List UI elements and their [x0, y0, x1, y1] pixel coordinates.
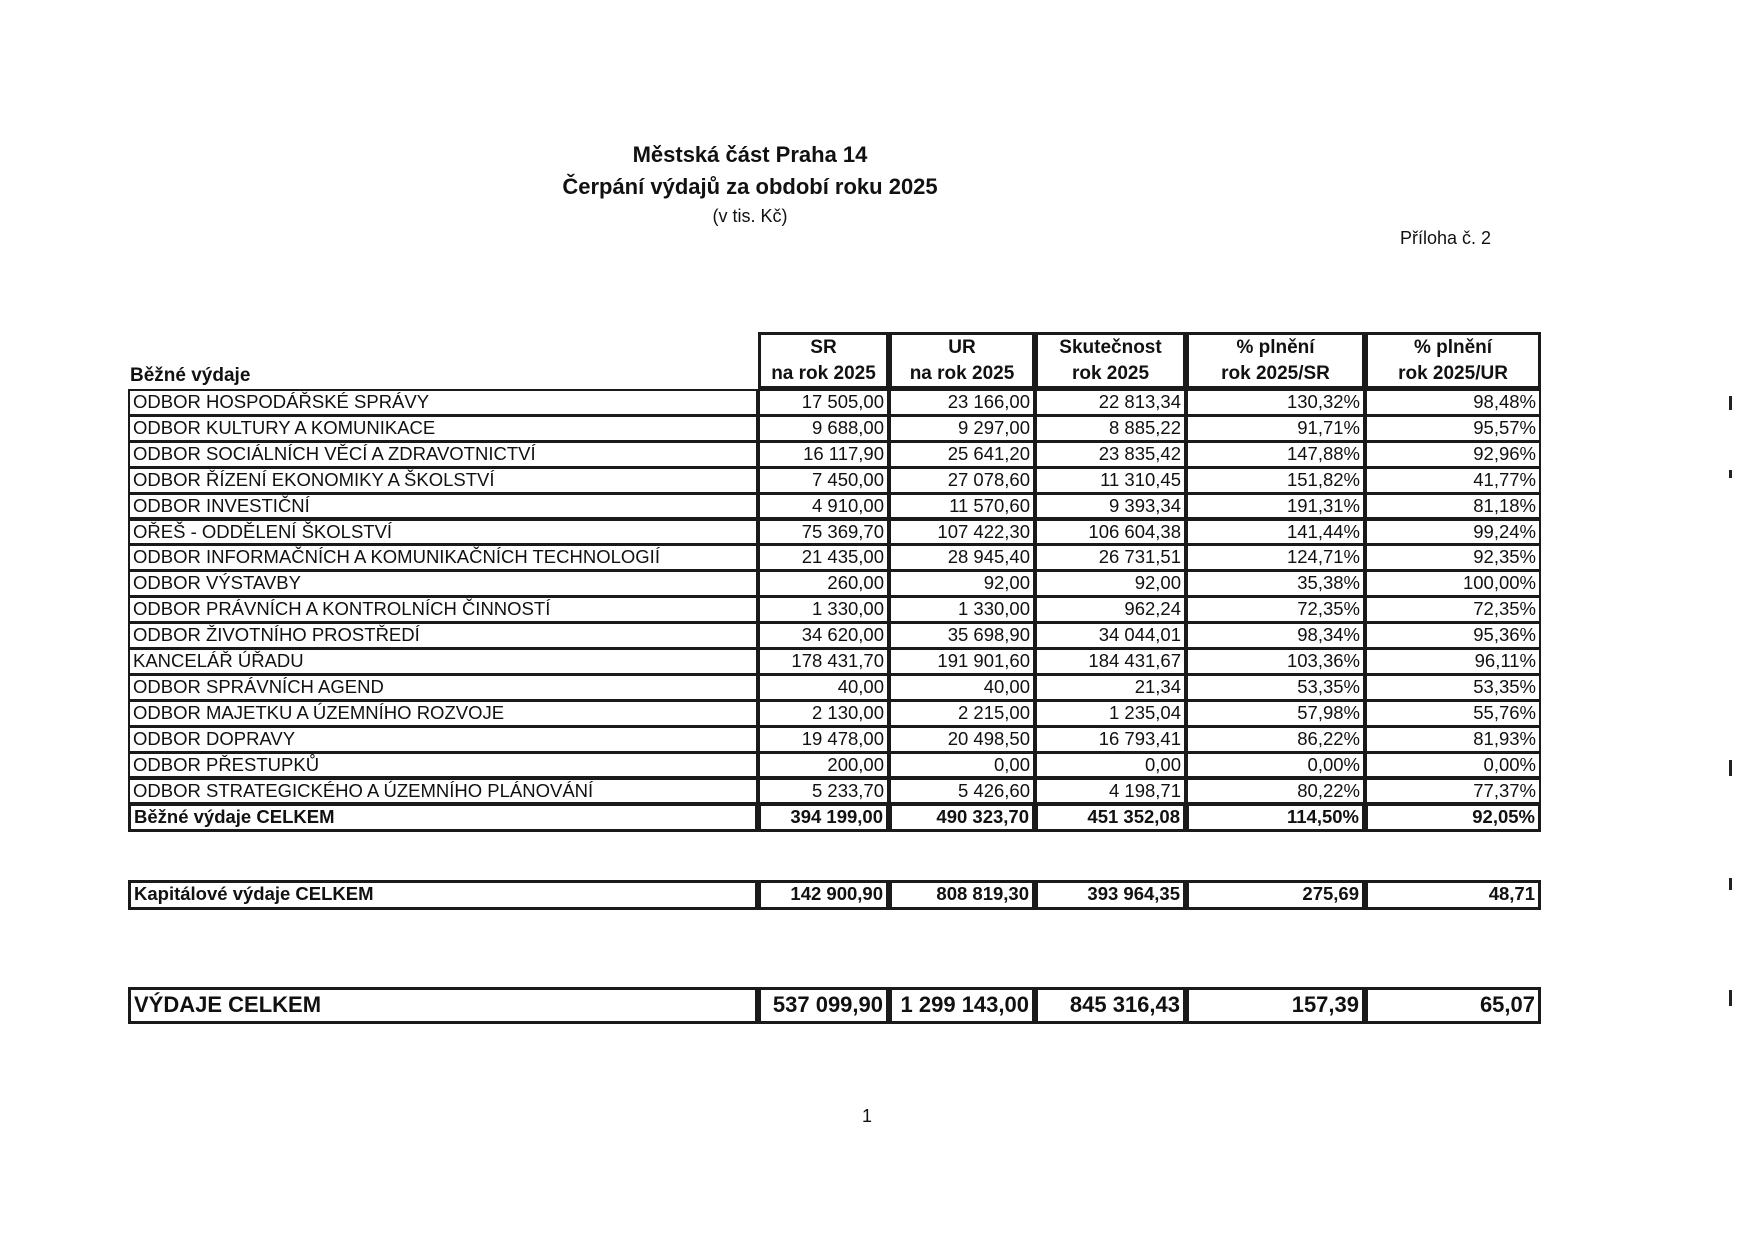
row-value: 34 620,00 — [758, 622, 889, 649]
row-value: 4 910,00 — [758, 493, 889, 520]
row-value: 40,00 — [889, 674, 1035, 701]
row-value: 91,71% — [1186, 415, 1365, 442]
row-value: 53,35% — [1365, 674, 1541, 701]
row-value: 92,00 — [1035, 570, 1186, 597]
row-value: 107 422,30 — [889, 519, 1035, 546]
row-value: 19 478,00 — [758, 726, 889, 753]
row-value: 5 233,70 — [758, 778, 889, 805]
current-total-value: 451 352,08 — [1035, 803, 1186, 832]
grand-total-value: 1 299 143,00 — [889, 987, 1035, 1024]
row-value: 100,00% — [1365, 570, 1541, 597]
row-value: 95,36% — [1365, 622, 1541, 649]
column-header-line: rok 2025/SR — [1221, 362, 1330, 384]
row-value: 0,00% — [1365, 752, 1541, 779]
row-value: 81,18% — [1365, 493, 1541, 520]
row-name: ODBOR STRATEGICKÉHO A ÚZEMNÍHO PLÁNOVÁNÍ — [128, 778, 758, 805]
document-subtitle: Čerpání výdajů za období roku 2025 — [562, 174, 938, 199]
grand-total-value: 537 099,90 — [758, 987, 889, 1024]
row-value: 103,36% — [1186, 648, 1365, 675]
row-value: 21 435,00 — [758, 544, 889, 571]
capital-total-value: 48,71 — [1365, 880, 1541, 910]
row-name: ODBOR KULTURY A KOMUNIKACE — [128, 415, 758, 442]
row-value: 26 731,51 — [1035, 544, 1186, 571]
row-name: ODBOR INFORMAČNÍCH A KOMUNIKAČNÍCH TECHNOLOGIÍ — [128, 544, 758, 571]
row-value: 260,00 — [758, 570, 889, 597]
row-value: 41,77% — [1365, 467, 1541, 494]
scan-edge-mark — [1729, 470, 1732, 478]
row-value: 92,00 — [889, 570, 1035, 597]
scan-edge-mark — [1729, 760, 1732, 776]
row-value: 9 297,00 — [889, 415, 1035, 442]
row-value: 27 078,60 — [889, 467, 1035, 494]
row-value: 25 641,20 — [889, 441, 1035, 468]
row-value: 191,31% — [1186, 493, 1365, 520]
scan-edge-mark — [1729, 990, 1732, 1006]
column-header-line: % plnění — [1413, 336, 1493, 358]
column-header-line: SR — [810, 336, 837, 358]
row-value: 2 130,00 — [758, 700, 889, 727]
row-name: ODBOR INVESTIČNÍ — [128, 493, 758, 520]
column-header-line: rok 2025/UR — [1398, 362, 1508, 384]
scan-edge-mark — [1729, 878, 1732, 890]
row-value: 20 498,50 — [889, 726, 1035, 753]
current-total-value: 92,05% — [1365, 803, 1541, 832]
column-header-line: Skutečnost — [1059, 336, 1162, 358]
row-value: 35,38% — [1186, 570, 1365, 597]
column-header — [1365, 332, 1541, 389]
grand-total-label: VÝDAJE CELKEM — [128, 987, 758, 1024]
row-value: 8 885,22 — [1035, 415, 1186, 442]
row-value: 141,44% — [1186, 519, 1365, 546]
grand-total-value: 845 316,43 — [1035, 987, 1186, 1024]
row-name: ODBOR ŘÍZENÍ EKONOMIKY A ŠKOLSTVÍ — [128, 467, 758, 494]
column-header-line: na rok 2025 — [771, 362, 876, 384]
row-value: 81,93% — [1365, 726, 1541, 753]
row-value: 962,24 — [1035, 596, 1186, 623]
row-name: ODBOR DOPRAVY — [128, 726, 758, 753]
column-header — [758, 332, 889, 389]
current-total-value: 490 323,70 — [889, 803, 1035, 832]
grand-total-value: 157,39 — [1186, 987, 1365, 1024]
column-header — [1035, 332, 1186, 389]
row-value: 98,34% — [1186, 622, 1365, 649]
scan-edge-mark — [1729, 396, 1732, 410]
section-label: Běžné výdaje — [130, 365, 251, 386]
row-value: 72,35% — [1365, 596, 1541, 623]
capital-total-label: Kapitálové výdaje CELKEM — [128, 880, 758, 910]
current-total-value: 114,50% — [1186, 803, 1365, 832]
unit-note: (v tis. Kč) — [712, 206, 788, 226]
row-value: 147,88% — [1186, 441, 1365, 468]
row-value: 95,57% — [1365, 415, 1541, 442]
row-value: 1 330,00 — [889, 596, 1035, 623]
row-name: ODBOR MAJETKU A ÚZEMNÍHO ROZVOJE — [128, 700, 758, 727]
row-value: 5 426,60 — [889, 778, 1035, 805]
row-value: 151,82% — [1186, 467, 1365, 494]
row-name: ODBOR SPRÁVNÍCH AGEND — [128, 674, 758, 701]
row-name: ODBOR HOSPODÁŘSKÉ SPRÁVY — [128, 389, 758, 416]
capital-total-value: 142 900,90 — [758, 880, 889, 910]
row-value: 86,22% — [1186, 726, 1365, 753]
row-value: 34 044,01 — [1035, 622, 1186, 649]
row-value: 99,24% — [1365, 519, 1541, 546]
capital-total-value: 275,69 — [1186, 880, 1365, 910]
row-value: 77,37% — [1365, 778, 1541, 805]
row-value: 21,34 — [1035, 674, 1186, 701]
row-value: 7 450,00 — [758, 467, 889, 494]
capital-total-value: 393 964,35 — [1035, 880, 1186, 910]
row-name: OŘEŠ - ODDĚLENÍ ŠKOLSTVÍ — [128, 519, 758, 546]
row-value: 40,00 — [758, 674, 889, 701]
row-value: 23 166,00 — [889, 389, 1035, 416]
row-value: 9 393,34 — [1035, 493, 1186, 520]
grand-total-value: 65,07 — [1365, 987, 1541, 1024]
row-name: ODBOR ŽIVOTNÍHO PROSTŘEDÍ — [128, 622, 758, 649]
row-value: 4 198,71 — [1035, 778, 1186, 805]
column-header-line: na rok 2025 — [909, 362, 1015, 384]
column-header-line: rok 2025 — [1071, 362, 1150, 384]
row-name: ODBOR PRÁVNÍCH A KONTROLNÍCH ČINNOSTÍ — [128, 596, 758, 623]
row-value: 184 431,67 — [1035, 648, 1186, 675]
row-value: 16 793,41 — [1035, 726, 1186, 753]
row-value: 0,00 — [1035, 752, 1186, 779]
row-value: 178 431,70 — [758, 648, 889, 675]
row-value: 17 505,00 — [758, 389, 889, 416]
row-value: 55,76% — [1365, 700, 1541, 727]
row-value: 75 369,70 — [758, 519, 889, 546]
row-name: KANCELÁŘ ÚŘADU — [128, 648, 758, 675]
row-value: 72,35% — [1186, 596, 1365, 623]
current-total-label: Běžné výdaje CELKEM — [128, 803, 758, 832]
row-value: 1 235,04 — [1035, 700, 1186, 727]
row-value: 0,00% — [1186, 752, 1365, 779]
current-total-value: 394 199,00 — [758, 803, 889, 832]
row-name: ODBOR VÝSTAVBY — [128, 570, 758, 597]
row-value: 96,11% — [1365, 648, 1541, 675]
row-value: 0,00 — [889, 752, 1035, 779]
row-value: 35 698,90 — [889, 622, 1035, 649]
column-header-line: UR — [948, 336, 976, 358]
row-value: 98,48% — [1365, 389, 1541, 416]
page-number: 1 — [862, 1106, 873, 1126]
row-value: 28 945,40 — [889, 544, 1035, 571]
row-value: 1 330,00 — [758, 596, 889, 623]
row-value: 92,96% — [1365, 441, 1541, 468]
row-value: 11 570,60 — [889, 493, 1035, 520]
column-header-line: % plnění — [1236, 336, 1315, 358]
row-value: 124,71% — [1186, 544, 1365, 571]
row-value: 23 835,42 — [1035, 441, 1186, 468]
row-value: 2 215,00 — [889, 700, 1035, 727]
row-value: 106 604,38 — [1035, 519, 1186, 546]
row-name: ODBOR PŘESTUPKŮ — [128, 752, 758, 779]
row-value: 92,35% — [1365, 544, 1541, 571]
row-value: 22 813,34 — [1035, 389, 1186, 416]
row-value: 11 310,45 — [1035, 467, 1186, 494]
row-value: 57,98% — [1186, 700, 1365, 727]
row-value: 53,35% — [1186, 674, 1365, 701]
row-value: 191 901,60 — [889, 648, 1035, 675]
row-value: 130,32% — [1186, 389, 1365, 416]
row-value: 9 688,00 — [758, 415, 889, 442]
column-header — [889, 332, 1035, 389]
row-value: 80,22% — [1186, 778, 1365, 805]
capital-total-value: 808 819,30 — [889, 880, 1035, 910]
annex-label: Příloha č. 2 — [1400, 228, 1492, 248]
document-title: Městská část Praha 14 — [632, 142, 868, 167]
row-value: 200,00 — [758, 752, 889, 779]
column-header — [1186, 332, 1365, 389]
row-name: ODBOR SOCIÁLNÍCH VĚCÍ A ZDRAVOTNICTVÍ — [128, 441, 758, 468]
row-value: 16 117,90 — [758, 441, 889, 468]
